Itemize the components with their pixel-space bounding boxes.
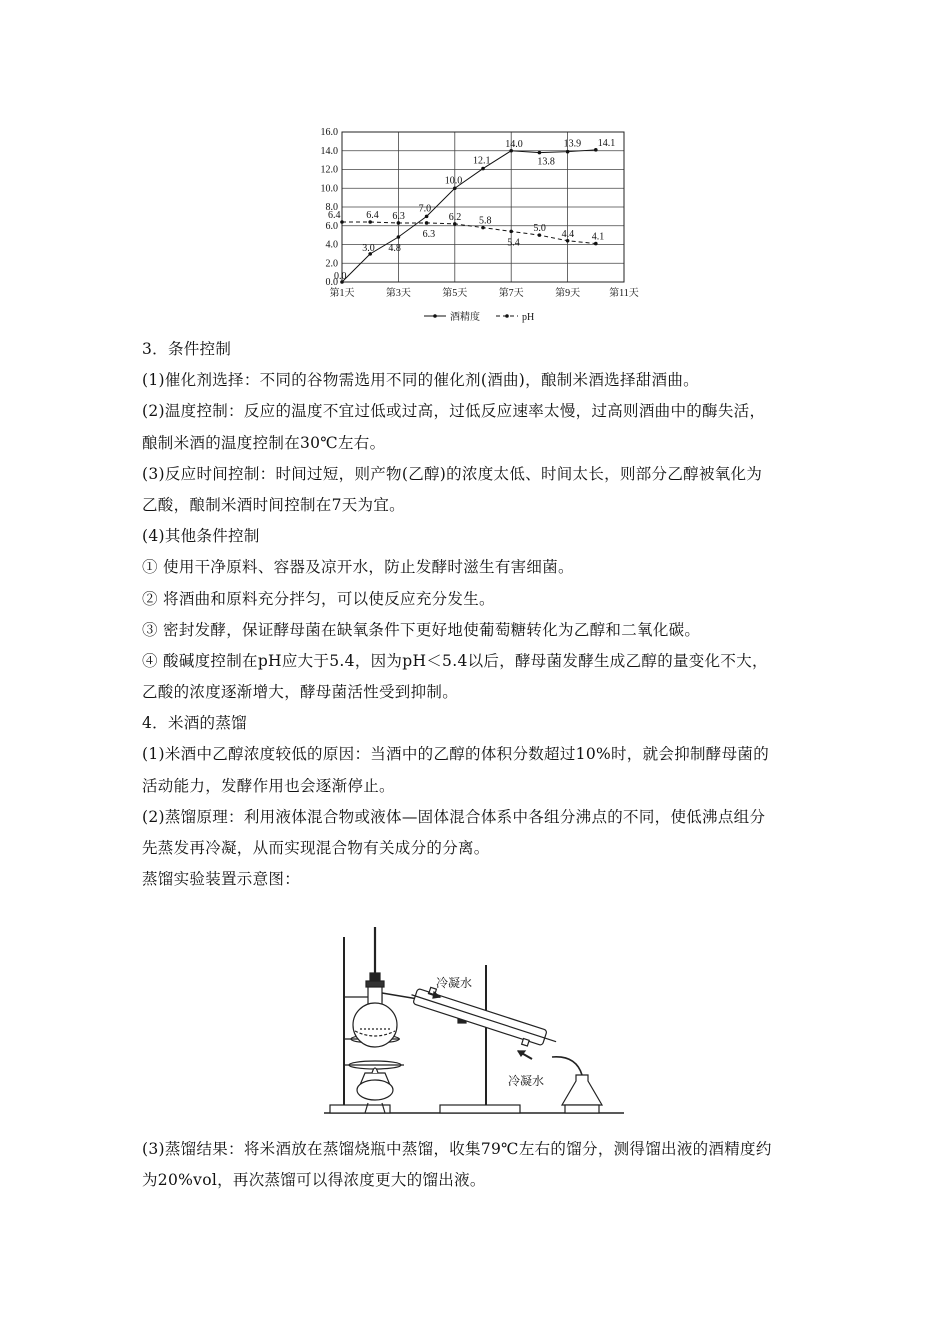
legend-label-ph: pH — [522, 312, 535, 323]
paragraph-line: 先蒸发再冷凝，从而实现混合物有关成分的分离。 — [142, 839, 490, 857]
y-tick-label: 2.0 — [325, 258, 338, 270]
data-label: 12.1 — [473, 155, 491, 167]
paragraph-line: (3)反应时间控制：时间过短，则产物(乙醇)的浓度太低、时间太长，则部分乙醇被氧化为 — [142, 464, 763, 483]
x-tick-label: 第9天 — [555, 288, 581, 299]
text-body-after — [142, 1134, 822, 1196]
data-label: 13.8 — [537, 156, 555, 168]
paragraph-line: (4)其他条件控制 — [142, 527, 260, 546]
data-point-ph — [425, 221, 429, 225]
data-label: 5.4 — [507, 237, 520, 249]
data-label: 10.0 — [444, 175, 463, 187]
data-label: 7.0 — [418, 203, 432, 215]
distillation-apparatus-figure — [320, 925, 630, 1120]
data-label: 6.3 — [422, 228, 436, 240]
data-point-ph — [509, 230, 513, 234]
y-tick-label: 4.0 — [325, 239, 338, 251]
paragraph-line: 乙酸，酿制米酒时间控制在7天为宜。 — [142, 495, 405, 514]
data-point-alcohol — [481, 167, 485, 171]
legend-marker-ph — [505, 314, 509, 318]
data-point-alcohol — [566, 150, 570, 154]
x-tick-label: 第5天 — [442, 288, 468, 299]
data-label: 13.9 — [563, 138, 582, 150]
distillation-apparatus-illustration — [320, 925, 630, 1120]
paragraph-line: ④ 酸碱度控制在pH应大于5.4，因为pH＜5.4以后，酵母菌发酵生成乙醇的量变化不大， — [142, 651, 768, 670]
legend-marker-alcohol — [433, 314, 437, 318]
data-label: 3.0 — [362, 242, 375, 254]
data-point-alcohol — [538, 151, 542, 155]
paragraph-line: 乙酸的浓度逐渐增大，酵母菌活性受到抑制。 — [142, 683, 459, 702]
data-label: 4.1 — [591, 231, 605, 243]
data-label: 6.4 — [328, 210, 341, 221]
paragraph-line: (3)蒸馏结果：将米酒放在蒸馏烧瓶中蒸馏，收集79℃左右的馏分，测得馏出液的酒精度约 — [142, 1140, 772, 1158]
data-label: 0.0 — [334, 271, 347, 282]
data-label: 14.0 — [505, 138, 523, 150]
x-tick-label: 第3天 — [385, 288, 411, 299]
data-label: 5.8 — [479, 215, 492, 227]
y-tick-label: 0.0 — [325, 277, 338, 288]
series-line-ph — [342, 222, 596, 244]
x-tick-label: 第11天 — [609, 288, 639, 299]
heading-conditions: 3．条件控制 — [142, 340, 232, 358]
data-point-alcohol — [397, 235, 401, 239]
data-label: 6.2 — [448, 211, 462, 223]
y-tick-label: 14.0 — [320, 145, 338, 157]
x-tick-label: 第7天 — [498, 288, 524, 299]
data-point-ph — [340, 220, 344, 224]
paragraph-line: 活动能力，发酵作用也会逐渐停止。 — [142, 776, 395, 795]
data-label: 14.1 — [597, 137, 616, 149]
condenser-water-label-bottom: 冷凝水 — [508, 1074, 545, 1088]
data-point-alcohol — [453, 186, 457, 190]
y-tick-label: 12.0 — [320, 164, 338, 176]
text-body — [142, 334, 822, 895]
y-tick-label: 16.0 — [320, 127, 338, 138]
data-label: 4.4 — [561, 228, 575, 240]
line-chart — [300, 120, 660, 330]
paragraph-line: ② 将酒曲和原料充分拌匀，可以使反应充分发生。 — [142, 589, 495, 608]
data-label: 6.4 — [366, 210, 379, 221]
data-label: 4.8 — [388, 243, 401, 254]
paragraph-line: (1)催化剂选择：不同的谷物需选用不同的催化剂(酒曲)，酿制米酒选择甜酒曲。 — [142, 371, 699, 390]
legend-label-alcohol: 酒精度 — [450, 312, 480, 323]
paragraph-line: (2)蒸馏原理：利用液体混合物或液体—固体混合体系中各组分沸点的不同，使低沸点组分 — [142, 807, 766, 826]
data-point-alcohol — [425, 215, 429, 219]
heading-distillation: 4．米酒的蒸馏 — [142, 714, 247, 733]
paragraph-line: 为20%vol，再次蒸馏可以得浓度更大的馏出液。 — [142, 1171, 486, 1190]
y-tick-label: 6.0 — [325, 220, 338, 232]
paragraph-line: 酿制米酒的温度控制在30℃左右。 — [142, 433, 386, 452]
paragraph-line: ③ 密封发酵，保证酵母菌在缺氧条件下更好地使葡萄糖转化为乙醇和二氧化碳。 — [142, 620, 701, 639]
data-label: 5.0 — [533, 223, 546, 235]
paragraph-line: (1)米酒中乙醇浓度较低的原因：当酒中的乙醇的体积分数超过10%时，就会抑制酵母菌的 — [142, 745, 770, 764]
chart-svg — [300, 120, 660, 330]
condenser-water-label-top: 冷凝水 — [436, 976, 473, 990]
y-tick-label: 8.0 — [325, 202, 338, 213]
paragraph-line: (2)温度控制：反应的温度不宜过低或过高，过低反应速率太慢，过高则酒曲中的酶失活， — [142, 402, 766, 421]
figure-caption: 蒸馏实验装置示意图： — [142, 870, 301, 889]
paragraph-line: ① 使用干净原料、容器及凉开水，防止发酵时滋生有害细菌。 — [142, 558, 574, 577]
data-label: 6.3 — [392, 210, 405, 222]
y-tick-label: 10.0 — [320, 183, 338, 195]
x-tick-label: 第1天 — [329, 288, 355, 299]
